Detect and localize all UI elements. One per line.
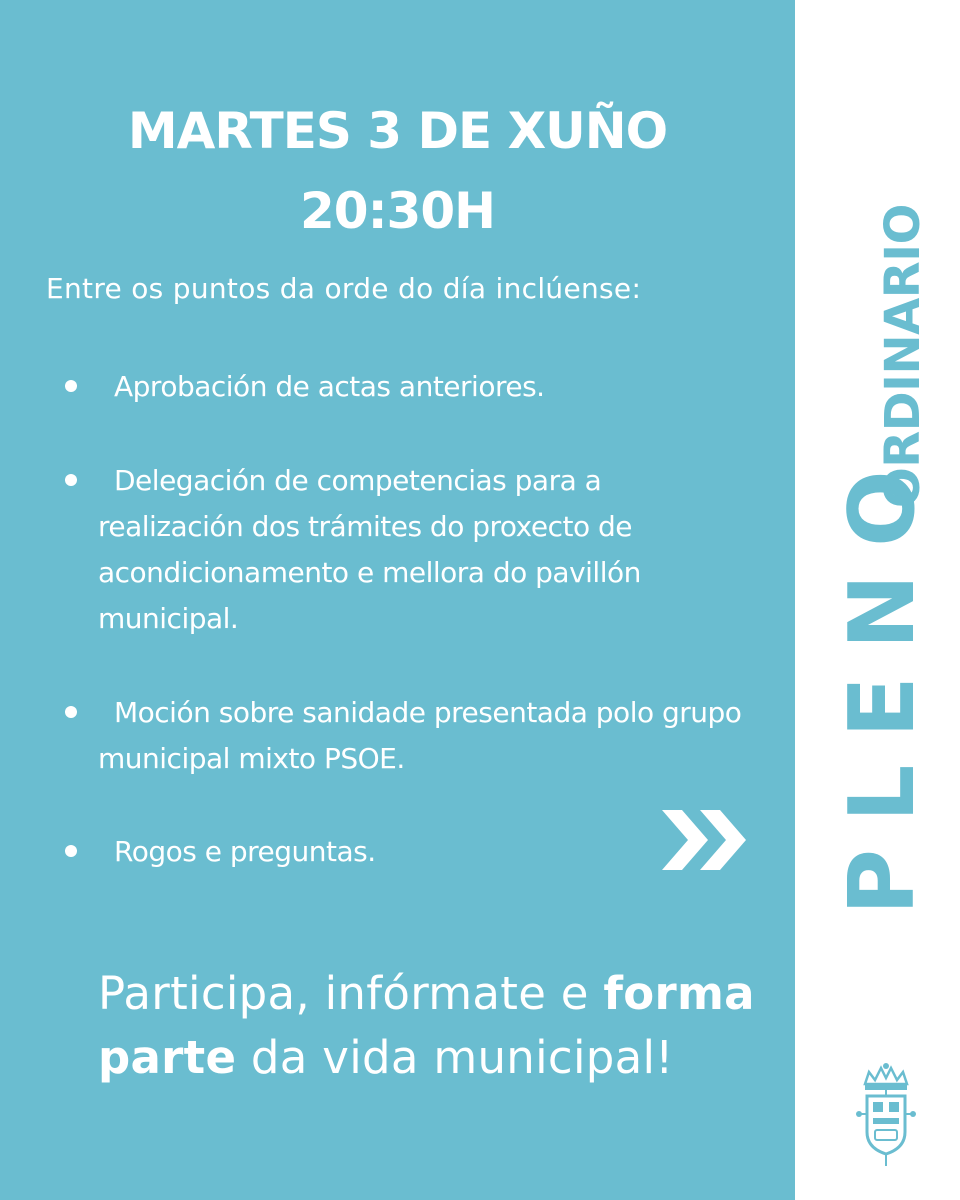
agenda-item-1 [98,364,788,410]
cta-text: Participa, infórmate e [98,967,604,1020]
agenda-item-line: Moción sobre sanidade presentada polo grupo [114,696,742,729]
bullet-icon [65,706,77,718]
agenda-item-line: Aprobación de actas anteriores. [114,370,545,403]
agenda-item-3 [98,690,788,782]
bullet-icon [65,474,77,486]
cta-bold-text: forma [603,967,755,1020]
bullet-icon [65,380,77,392]
double-chevron-right-icon [662,810,752,870]
cta-text: da vida municipal! [236,1031,674,1084]
municipal-crest-icon [855,1062,917,1168]
agenda-item-line: acondicionamento e mellora do pavillón [98,556,641,589]
agenda-item-line: municipal mixto PSOE. [98,742,405,775]
call-to-action [98,962,755,1090]
cta-bold-text: parte [98,1031,237,1084]
agenda-item-line: Rogos e preguntas. [114,835,376,868]
time-heading: 20:30H [299,182,495,240]
ordinario-vertical-title: ORDINARIO [875,204,931,508]
date-heading: MARTES 3 DE XUÑO [127,102,668,160]
pleno-vertical-title: PLENO [830,443,935,915]
agenda-intro: Entre os puntos da orde do día inclúense: [46,272,642,305]
agenda-item-line: realización dos trámites do proxecto de [98,510,633,543]
agenda-item-line: municipal. [98,602,239,635]
agenda-item-2 [98,458,788,642]
agenda-item-line: Delegación de competencias para a [114,464,602,497]
bullet-icon [65,845,77,857]
